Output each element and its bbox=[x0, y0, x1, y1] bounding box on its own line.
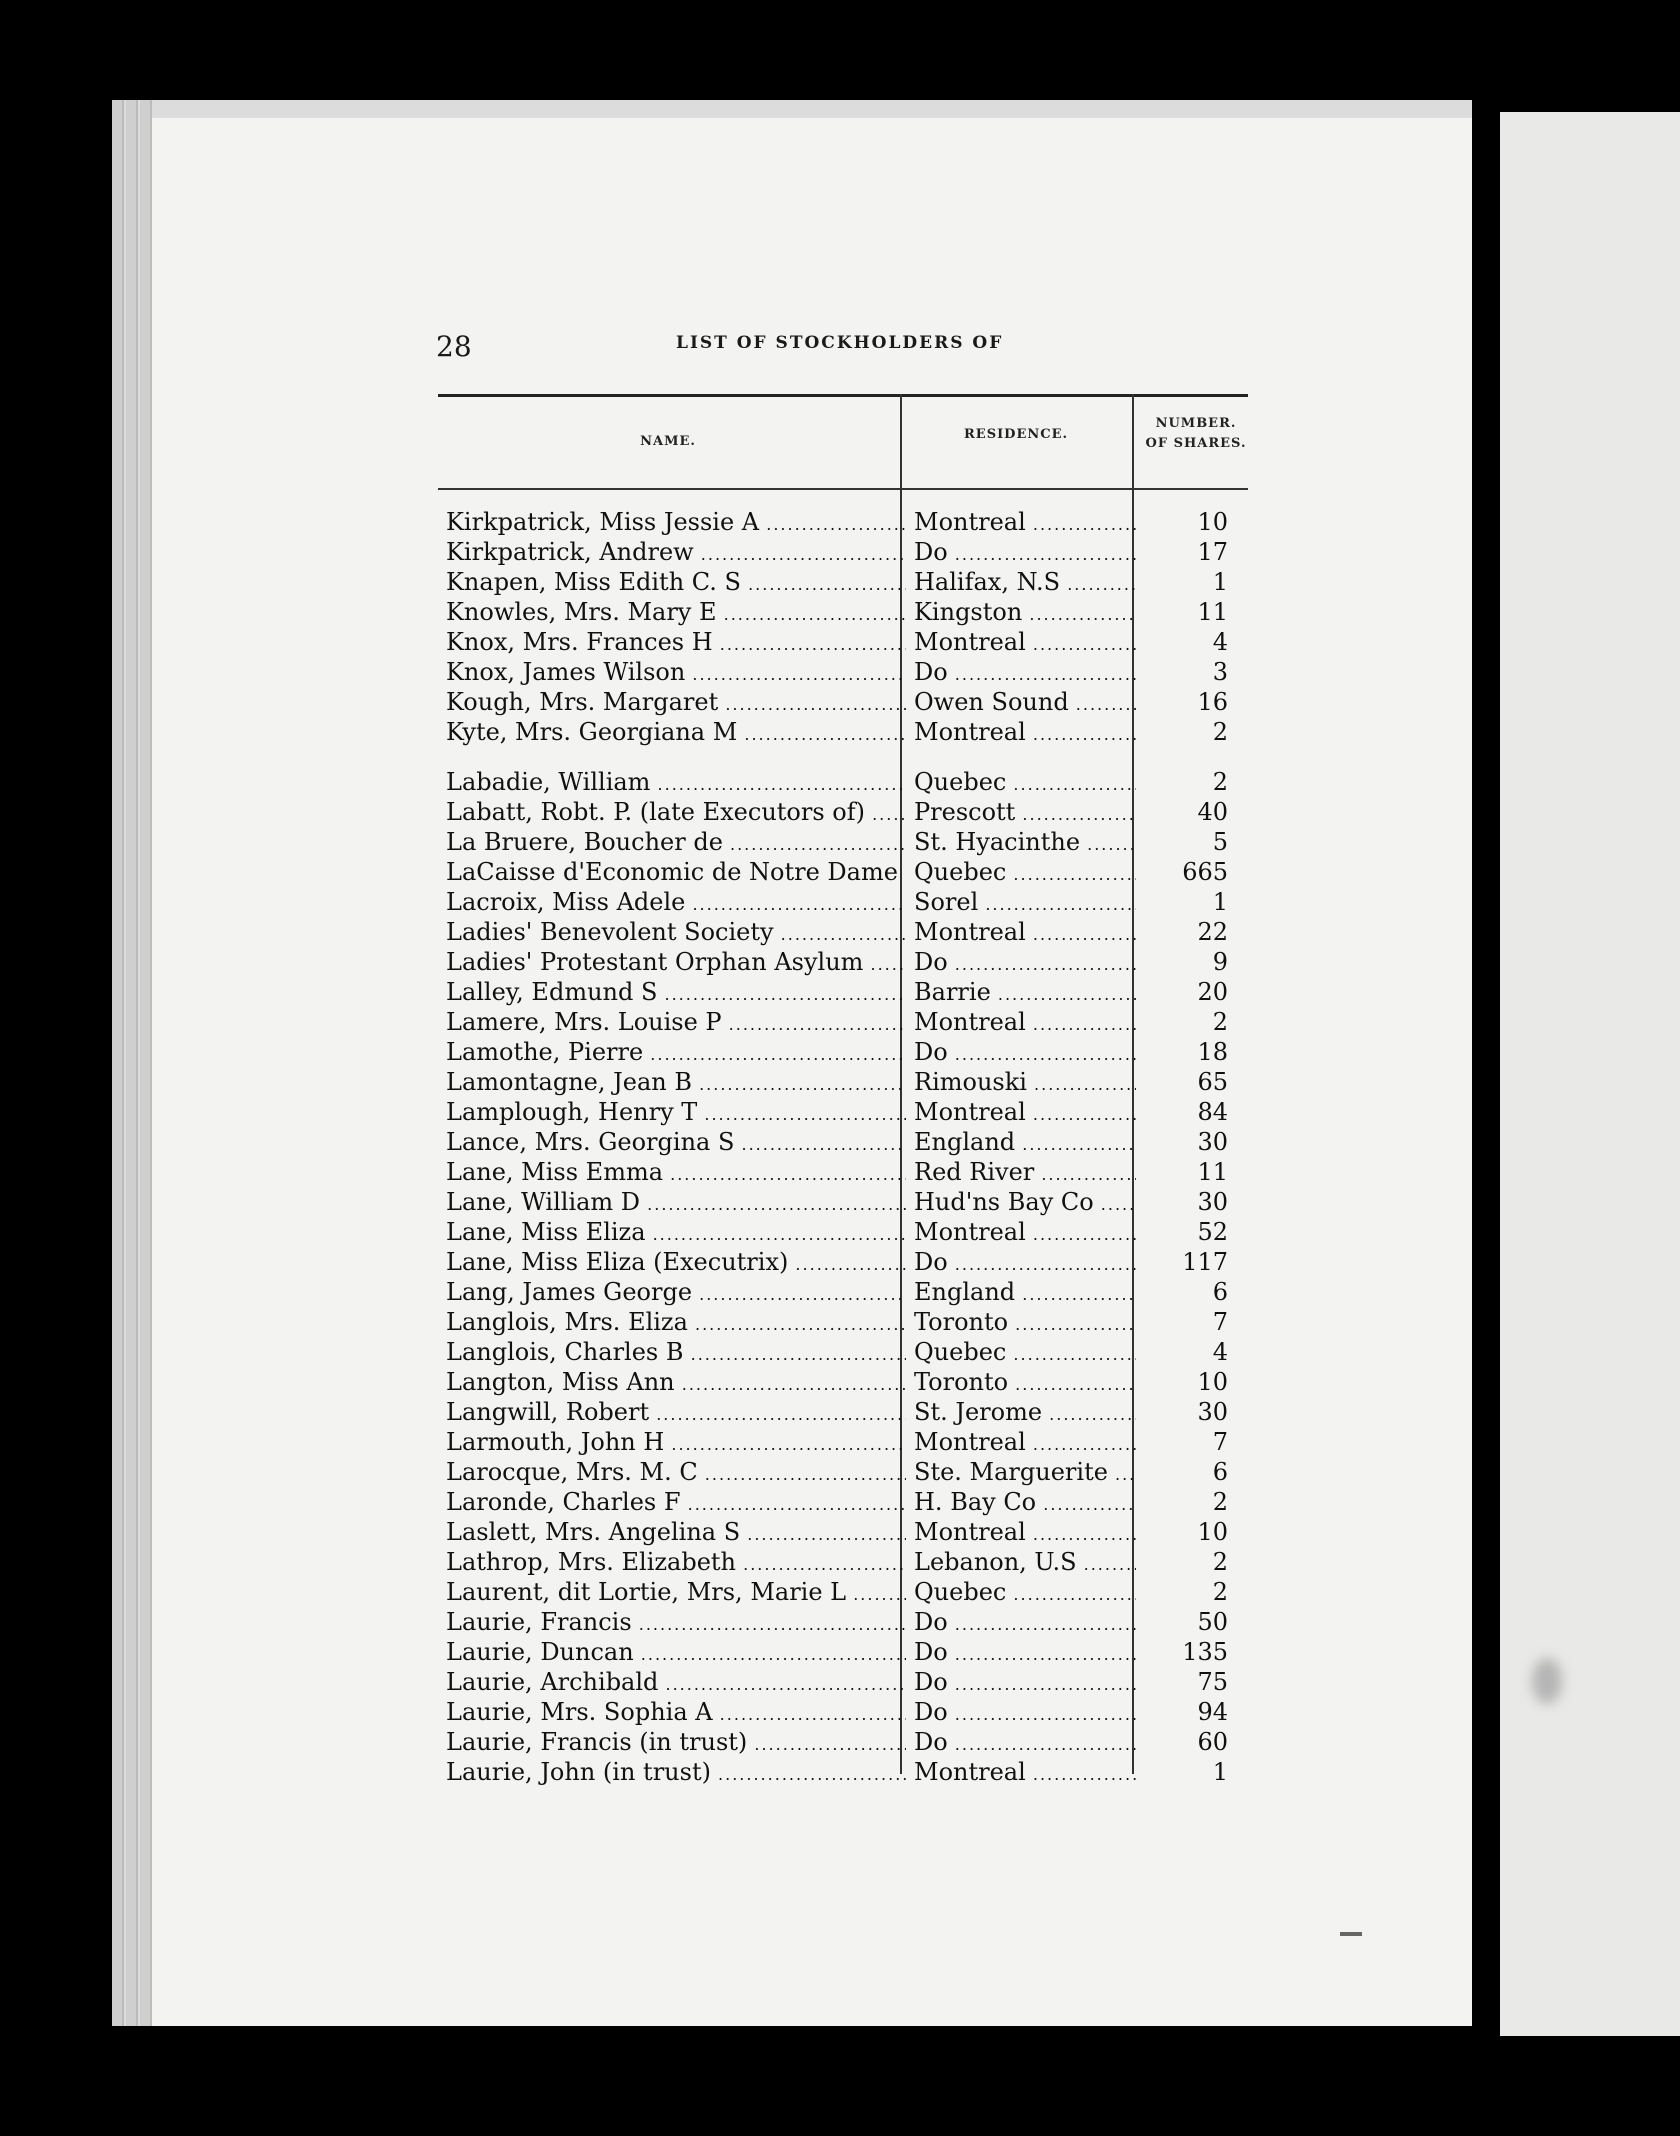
table-row bbox=[438, 888, 1258, 918]
stockholder-name: Kyte, Mrs. Georgiana M ..... bbox=[446, 718, 906, 746]
residence-cell: Barrie ..... bbox=[914, 978, 1136, 1006]
header-number-of-shares bbox=[1134, 414, 1258, 454]
stockholder-name: Lance, Mrs. Georgina S ..... bbox=[446, 1128, 906, 1156]
header-number-line2: OF SHARES. bbox=[1145, 436, 1247, 451]
stockholder-name: Langton, Miss Ann ..... bbox=[446, 1368, 906, 1396]
shares-cell: 10 bbox=[1197, 1368, 1228, 1396]
residence-cell: Quebec ..... bbox=[914, 1338, 1136, 1366]
table-row bbox=[438, 1668, 1258, 1698]
shares-cell: 50 bbox=[1197, 1608, 1228, 1636]
shares-cell: 30 bbox=[1197, 1128, 1228, 1156]
shares-cell: 30 bbox=[1197, 1398, 1228, 1426]
page-edge bbox=[126, 100, 138, 2026]
table-row bbox=[438, 918, 1258, 948]
table-row bbox=[438, 1248, 1258, 1278]
table-row bbox=[438, 1638, 1258, 1668]
table-row bbox=[438, 538, 1258, 568]
page-header bbox=[436, 330, 1256, 370]
shares-cell: 7 bbox=[1212, 1308, 1228, 1336]
shares-cell: 1 bbox=[1212, 568, 1228, 596]
residence-cell: Toronto ..... bbox=[914, 1368, 1136, 1396]
header-number-line1: NUMBER. bbox=[1155, 416, 1237, 431]
shares-cell: 11 bbox=[1197, 598, 1228, 626]
stockholder-table-body bbox=[438, 508, 1258, 1788]
table-row bbox=[438, 1548, 1258, 1578]
residence-cell: Halifax, N.S ..... bbox=[914, 568, 1136, 596]
ink-smudge bbox=[1532, 1658, 1562, 1704]
residence-cell: Quebec ..... bbox=[914, 768, 1136, 796]
stockholder-name: Ladies' Benevolent Society ..... bbox=[446, 918, 906, 946]
residence-cell: Do ..... bbox=[914, 1248, 1136, 1276]
residence-cell: Montreal ..... bbox=[914, 718, 1136, 746]
residence-cell: Quebec ..... bbox=[914, 1578, 1136, 1606]
table-row bbox=[438, 718, 1258, 748]
table-row bbox=[438, 1368, 1258, 1398]
stockholder-name: Kough, Mrs. Margaret ..... bbox=[446, 688, 906, 716]
table-row bbox=[438, 828, 1258, 858]
stockholder-name: Laurie, John (in trust) ..... bbox=[446, 1758, 906, 1786]
shares-cell: 135 bbox=[1182, 1638, 1228, 1666]
stockholder-name: Ladies' Protestant Orphan Asylum ..... bbox=[446, 948, 906, 976]
page-edge bbox=[140, 100, 152, 2026]
shares-cell: 75 bbox=[1197, 1668, 1228, 1696]
shares-cell: 84 bbox=[1197, 1098, 1228, 1126]
shares-cell: 2 bbox=[1212, 768, 1228, 796]
residence-cell: Prescott ..... bbox=[914, 798, 1136, 826]
residence-cell: Do ..... bbox=[914, 1638, 1136, 1666]
table-row bbox=[438, 1728, 1258, 1758]
residence-cell: Hud'ns Bay Co ..... bbox=[914, 1188, 1136, 1216]
residence-cell: Ste. Marguerite ..... bbox=[914, 1458, 1136, 1486]
residence-cell: Do ..... bbox=[914, 1728, 1136, 1756]
stockholder-name: Laurie, Duncan ..... bbox=[446, 1638, 906, 1666]
stockholder-name: Labatt, Robt. P. (late Executors of) ..... bbox=[446, 798, 906, 826]
residence-cell: Montreal ..... bbox=[914, 1218, 1136, 1246]
table-row bbox=[438, 1278, 1258, 1308]
page-edge bbox=[112, 100, 124, 2026]
shares-cell: 6 bbox=[1212, 1458, 1228, 1486]
shares-cell: 52 bbox=[1197, 1218, 1228, 1246]
table-row bbox=[438, 568, 1258, 598]
table-row bbox=[438, 1008, 1258, 1038]
residence-cell: Owen Sound ..... bbox=[914, 688, 1136, 716]
stockholder-name: LaCaisse d'Economic de Notre Dame ..... bbox=[446, 858, 906, 886]
shares-cell: 18 bbox=[1197, 1038, 1228, 1066]
table-row bbox=[438, 1038, 1258, 1068]
stockholder-name: Knox, Mrs. Frances H ..... bbox=[446, 628, 906, 656]
shares-cell: 10 bbox=[1197, 1518, 1228, 1546]
shares-cell: 40 bbox=[1197, 798, 1228, 826]
shares-cell: 6 bbox=[1212, 1278, 1228, 1306]
shares-cell: 1 bbox=[1212, 888, 1228, 916]
table-row bbox=[438, 1488, 1258, 1518]
residence-cell: Montreal ..... bbox=[914, 1518, 1136, 1546]
stockholder-name: Lane, William D ..... bbox=[446, 1188, 906, 1216]
table-row bbox=[438, 1608, 1258, 1638]
stockholder-name: Lane, Miss Eliza (Executrix) ..... bbox=[446, 1248, 906, 1276]
page-mark bbox=[1340, 1932, 1362, 1936]
residence-cell: Quebec ..... bbox=[914, 858, 1136, 886]
stockholder-name: Laronde, Charles F ..... bbox=[446, 1488, 906, 1516]
residence-cell: Sorel ..... bbox=[914, 888, 1136, 916]
shares-cell: 3 bbox=[1212, 658, 1228, 686]
residence-cell: Lebanon, U.S ..... bbox=[914, 1548, 1136, 1576]
table-row bbox=[438, 1758, 1258, 1788]
residence-cell: Do ..... bbox=[914, 1608, 1136, 1636]
residence-cell: England ..... bbox=[914, 1128, 1136, 1156]
residence-cell: Toronto ..... bbox=[914, 1308, 1136, 1336]
shares-cell: 665 bbox=[1182, 858, 1228, 886]
shares-cell: 17 bbox=[1197, 538, 1228, 566]
table-row bbox=[438, 1698, 1258, 1728]
residence-cell: Kingston ..... bbox=[914, 598, 1136, 626]
table-row bbox=[438, 1098, 1258, 1128]
table-row bbox=[438, 658, 1258, 688]
shares-cell: 60 bbox=[1197, 1728, 1228, 1756]
residence-cell: England ..... bbox=[914, 1278, 1136, 1306]
shares-cell: 10 bbox=[1197, 508, 1228, 536]
stockholder-name: Lang, James George ..... bbox=[446, 1278, 906, 1306]
table-row bbox=[438, 628, 1258, 658]
stockholder-name: Langwill, Robert ..... bbox=[446, 1398, 906, 1426]
stockholder-name: Laurie, Francis ..... bbox=[446, 1608, 906, 1636]
shares-cell: 117 bbox=[1182, 1248, 1228, 1276]
stockholder-name: Lamontagne, Jean B ..... bbox=[446, 1068, 906, 1096]
stockholder-name: La Bruere, Boucher de ..... bbox=[446, 828, 906, 856]
running-title: LIST OF STOCKHOLDERS OF bbox=[676, 333, 1004, 353]
shares-cell: 20 bbox=[1197, 978, 1228, 1006]
residence-cell: Red River ..... bbox=[914, 1158, 1136, 1186]
stockholder-name: Knowles, Mrs. Mary E ..... bbox=[446, 598, 906, 626]
shares-cell: 2 bbox=[1212, 718, 1228, 746]
shares-cell: 65 bbox=[1197, 1068, 1228, 1096]
table-row bbox=[438, 688, 1258, 718]
stockholder-name: Laurent, dit Lortie, Mrs, Marie L ..... bbox=[446, 1578, 906, 1606]
stockholder-name: Lane, Miss Eliza ..... bbox=[446, 1218, 906, 1246]
stockholder-name: Labadie, William ..... bbox=[446, 768, 906, 796]
shares-cell: 2 bbox=[1212, 1578, 1228, 1606]
residence-cell: Rimouski ..... bbox=[914, 1068, 1136, 1096]
header-residence: RESIDENCE. bbox=[963, 427, 1069, 442]
residence-cell: Montreal ..... bbox=[914, 918, 1136, 946]
stockholder-name: Lacroix, Miss Adele ..... bbox=[446, 888, 906, 916]
residence-cell: Montreal ..... bbox=[914, 1758, 1136, 1786]
stockholder-name: Lalley, Edmund S ..... bbox=[446, 978, 906, 1006]
stockholder-name: Laurie, Mrs. Sophia A ..... bbox=[446, 1698, 906, 1726]
shares-cell: 7 bbox=[1212, 1428, 1228, 1456]
table-row bbox=[438, 1338, 1258, 1368]
shares-cell: 2 bbox=[1212, 1548, 1228, 1576]
shares-cell: 94 bbox=[1197, 1698, 1228, 1726]
shares-cell: 9 bbox=[1212, 948, 1228, 976]
stockholder-name: Larocque, Mrs. M. C ..... bbox=[446, 1458, 906, 1486]
header-name: NAME. bbox=[640, 434, 696, 449]
residence-cell: Montreal ..... bbox=[914, 508, 1136, 536]
stockholder-name: Lamplough, Henry T ..... bbox=[446, 1098, 906, 1126]
stockholder-name: Lane, Miss Emma ..... bbox=[446, 1158, 906, 1186]
residence-cell: Do ..... bbox=[914, 1698, 1136, 1726]
facing-page-edge bbox=[1500, 112, 1680, 2036]
residence-cell: St. Jerome ..... bbox=[914, 1398, 1136, 1426]
table-row bbox=[438, 768, 1258, 798]
table-top-rule bbox=[438, 394, 1248, 397]
shares-cell: 16 bbox=[1197, 688, 1228, 716]
shares-cell: 2 bbox=[1212, 1008, 1228, 1036]
table-row bbox=[438, 1188, 1258, 1218]
residence-cell: Do ..... bbox=[914, 658, 1136, 686]
residence-cell: Montreal ..... bbox=[914, 1098, 1136, 1126]
table-header-rule bbox=[438, 488, 1248, 490]
stockholder-name: Laurie, Archibald ..... bbox=[446, 1668, 906, 1696]
stockholder-name: Langlois, Mrs. Eliza ..... bbox=[446, 1308, 906, 1336]
page-number: 28 bbox=[436, 330, 472, 363]
table-row bbox=[438, 1578, 1258, 1608]
residence-cell: Do ..... bbox=[914, 1668, 1136, 1696]
table-row bbox=[438, 1428, 1258, 1458]
residence-cell: H. Bay Co ..... bbox=[914, 1488, 1136, 1516]
shares-cell: 1 bbox=[1212, 1758, 1228, 1786]
stockholder-name: Knapen, Miss Edith C. S ..... bbox=[446, 568, 906, 596]
stockholder-name: Lamere, Mrs. Louise P ..... bbox=[446, 1008, 906, 1036]
stockholder-name: Kirkpatrick, Andrew ..... bbox=[446, 538, 906, 566]
table-row bbox=[438, 598, 1258, 628]
table-row bbox=[438, 978, 1258, 1008]
table-row bbox=[438, 1518, 1258, 1548]
group-spacer bbox=[438, 748, 1258, 768]
stockholder-name: Knox, James Wilson ..... bbox=[446, 658, 906, 686]
shares-cell: 4 bbox=[1212, 628, 1228, 656]
table-row bbox=[438, 1068, 1258, 1098]
stockholder-name: Laurie, Francis (in trust) ..... bbox=[446, 1728, 906, 1756]
residence-cell: St. Hyacinthe ..... bbox=[914, 828, 1136, 856]
table-row bbox=[438, 948, 1258, 978]
stockholder-name: Langlois, Charles B ..... bbox=[446, 1338, 906, 1366]
stockholder-name: Larmouth, John H ..... bbox=[446, 1428, 906, 1456]
table-row bbox=[438, 1158, 1258, 1188]
table-row bbox=[438, 1218, 1258, 1248]
residence-cell: Montreal ..... bbox=[914, 1008, 1136, 1036]
table-row bbox=[438, 1128, 1258, 1158]
shares-cell: 5 bbox=[1212, 828, 1228, 856]
stockholder-name: Lathrop, Mrs. Elizabeth ..... bbox=[446, 1548, 906, 1576]
residence-cell: Do ..... bbox=[914, 1038, 1136, 1066]
table-row bbox=[438, 858, 1258, 888]
table-row bbox=[438, 798, 1258, 828]
shares-cell: 4 bbox=[1212, 1338, 1228, 1366]
shares-cell: 30 bbox=[1197, 1188, 1228, 1216]
shares-cell: 22 bbox=[1197, 918, 1228, 946]
residence-cell: Montreal ..... bbox=[914, 628, 1136, 656]
shares-cell: 11 bbox=[1197, 1158, 1228, 1186]
table-row bbox=[438, 1398, 1258, 1428]
residence-cell: Montreal ..... bbox=[914, 1428, 1136, 1456]
residence-cell: Do ..... bbox=[914, 948, 1136, 976]
table-row bbox=[438, 508, 1258, 538]
residence-cell: Do ..... bbox=[914, 538, 1136, 566]
table-row bbox=[438, 1458, 1258, 1488]
stockholder-name: Lamothe, Pierre ..... bbox=[446, 1038, 906, 1066]
stockholder-name: Kirkpatrick, Miss Jessie A ..... bbox=[446, 508, 906, 536]
shares-cell: 2 bbox=[1212, 1488, 1228, 1516]
table-row bbox=[438, 1308, 1258, 1338]
stockholder-name: Laslett, Mrs. Angelina S ..... bbox=[446, 1518, 906, 1546]
